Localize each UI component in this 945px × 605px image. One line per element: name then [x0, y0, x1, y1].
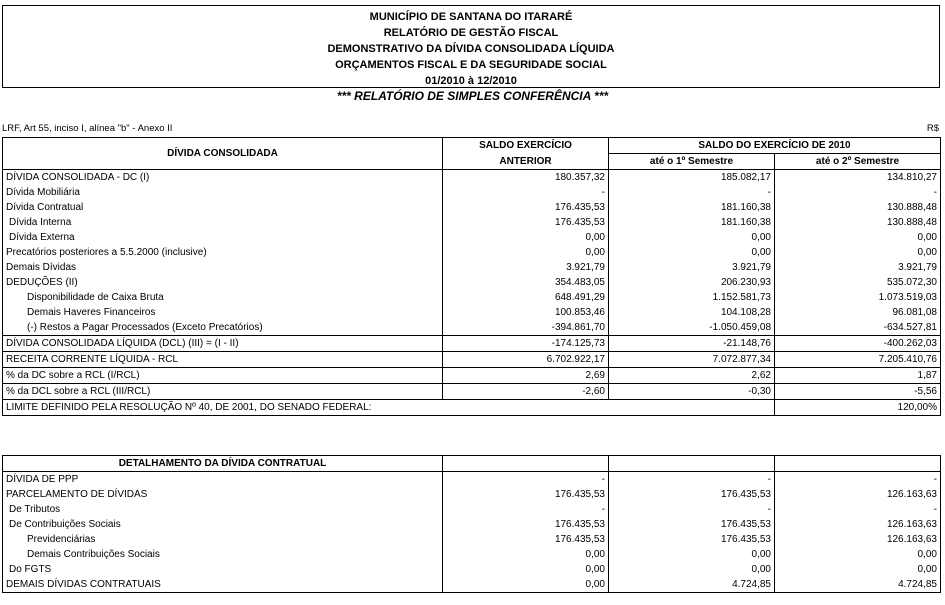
value-previous: -394.861,70 — [443, 320, 609, 336]
column-header-semester2: até o 2º Semestre — [775, 154, 941, 170]
value-semester2: 96.081,08 — [775, 305, 941, 320]
value-semester1: 181.160,38 — [609, 200, 775, 215]
table-row — [3, 170, 941, 186]
value-previous: - — [443, 502, 609, 517]
header-line-budgets: ORÇAMENTOS FISCAL E DA SEGURIDADE SOCIAL — [335, 59, 607, 71]
value-semester1: 1.152.581,73 — [609, 290, 775, 305]
value-previous: -174.125,73 — [443, 336, 609, 352]
value-previous: 180.357,32 — [443, 170, 609, 186]
value-semester1: 176.435,53 — [609, 487, 775, 502]
value-semester2: 126.163,63 — [775, 487, 941, 502]
table-row — [3, 290, 941, 305]
table-row — [3, 532, 941, 547]
value-semester1: - — [609, 502, 775, 517]
value-semester2: 126.163,63 — [775, 517, 941, 532]
value-semester1: 7.072.877,34 — [609, 352, 775, 368]
row-label: DÍVIDA CONSOLIDADA - DC (I) — [3, 170, 443, 186]
table-row — [3, 336, 941, 352]
value-semester2: -5,56 — [775, 384, 941, 400]
value-previous: 0,00 — [443, 577, 609, 593]
value-semester2: 7.205.410,76 — [775, 352, 941, 368]
row-label: PARCELAMENTO DE DÍVIDAS — [3, 487, 443, 502]
row-label: % da DC sobre a RCL (I/RCL) — [3, 368, 443, 384]
value-previous: 0,00 — [443, 562, 609, 577]
table-row — [3, 260, 941, 275]
value-semester2: - — [775, 502, 941, 517]
column-header-previous-line2: ANTERIOR — [443, 154, 609, 170]
row-label: Demais Dívidas — [3, 260, 443, 275]
row-label: DEMAIS DÍVIDAS CONTRATUAIS — [3, 577, 443, 593]
conference-notice: *** RELATÓRIO DE SIMPLES CONFERÊNCIA *** — [336, 89, 609, 103]
value-semester2: 0,00 — [775, 562, 941, 577]
row-label: DÍVIDA CONSOLIDADA LÍQUIDA (DCL) (III) = (I - II) — [3, 336, 443, 352]
value-previous: 176.435,53 — [443, 532, 609, 547]
column-header-semester1: até o 1º Semestre — [609, 154, 775, 170]
value-semester2: 130.888,48 — [775, 215, 941, 230]
header-line-demonstrative: DEMONSTRATIVO DA DÍVIDA CONSOLIDADA LÍQUIDA — [327, 43, 615, 55]
limit-value: 120,00% — [775, 400, 941, 416]
column-header-previous-line1: SALDO EXERCÍCIO — [443, 138, 609, 154]
row-label: % da DCL sobre a RCL (III/RCL) — [3, 384, 443, 400]
value-semester1: 4.724,85 — [609, 577, 775, 593]
value-semester1: -21.148,76 — [609, 336, 775, 352]
value-semester2: 134.810,27 — [775, 170, 941, 186]
value-semester1: 0,00 — [609, 562, 775, 577]
value-semester1: 104.108,28 — [609, 305, 775, 320]
value-semester2: 0,00 — [775, 230, 941, 245]
row-label: Dívida Contratual — [3, 200, 443, 215]
table-row — [3, 384, 941, 400]
value-previous: 0,00 — [443, 547, 609, 562]
value-previous: 176.435,53 — [443, 517, 609, 532]
value-semester1: 0,00 — [609, 245, 775, 260]
value-previous: 176.435,53 — [443, 200, 609, 215]
value-semester1: -0,30 — [609, 384, 775, 400]
row-label: Dívida Interna — [3, 215, 443, 230]
header-line-municipality: MUNICÍPIO DE SANTANA DO ITARARÉ — [369, 11, 573, 23]
table-row — [3, 577, 941, 593]
contractual-debt-table — [2, 455, 941, 593]
row-label: De Contribuições Sociais — [3, 517, 443, 532]
table-row — [3, 320, 941, 336]
value-semester2: 0,00 — [775, 547, 941, 562]
row-label: Demais Haveres Financeiros — [3, 305, 443, 320]
value-semester2: 535.072,30 — [775, 275, 941, 290]
value-semester1: 185.082,17 — [609, 170, 775, 186]
table-row — [3, 502, 941, 517]
value-semester2: 0,00 — [775, 245, 941, 260]
currency-label: R$ — [926, 123, 939, 134]
value-previous: -2,60 — [443, 384, 609, 400]
row-label: DÍVIDA DE PPP — [3, 472, 443, 488]
header-line-report: RELATÓRIO DE GESTÃO FISCAL — [383, 27, 559, 39]
table-row — [3, 275, 941, 290]
value-semester1: 176.435,53 — [609, 517, 775, 532]
table-row — [3, 472, 941, 488]
table-row — [3, 547, 941, 562]
column-header-contractual: DETALHAMENTO DA DÍVIDA CONTRATUAL — [3, 456, 443, 472]
row-label: Precatórios posteriores a 5.5.2000 (inclusive) — [3, 245, 443, 260]
value-semester1: 2,62 — [609, 368, 775, 384]
value-previous: - — [443, 185, 609, 200]
value-semester1: 0,00 — [609, 547, 775, 562]
header-line-period: 01/2010 à 12/2010 — [425, 75, 517, 87]
value-previous: 3.921,79 — [443, 260, 609, 275]
row-label: Demais Contribuições Sociais — [3, 547, 443, 562]
value-semester2: 3.921,79 — [775, 260, 941, 275]
value-semester1: - — [609, 185, 775, 200]
row-label: Disponibilidade de Caixa Bruta — [3, 290, 443, 305]
value-semester2: - — [775, 185, 941, 200]
value-semester1: - — [609, 472, 775, 488]
value-previous: 0,00 — [443, 245, 609, 260]
column-header-debt: DÍVIDA CONSOLIDADA — [3, 138, 443, 170]
table-row — [3, 215, 941, 230]
value-semester1: 0,00 — [609, 230, 775, 245]
table-row — [3, 230, 941, 245]
table-row — [3, 245, 941, 260]
row-label: De Tributos — [3, 502, 443, 517]
value-semester2: 1,87 — [775, 368, 941, 384]
table-row — [3, 185, 941, 200]
row-label: (-) Restos a Pagar Processados (Exceto Precatórios) — [3, 320, 443, 336]
consolidated-debt-table — [2, 137, 941, 416]
value-previous: 2,69 — [443, 368, 609, 384]
value-semester1: 206.230,93 — [609, 275, 775, 290]
row-label: Do FGTS — [3, 562, 443, 577]
report-header — [2, 5, 940, 88]
limit-label: LIMITE DEFINIDO PELA RESOLUÇÃO Nº 40, DE 2001, DO SENADO FEDERAL: — [3, 400, 609, 416]
value-semester2: -400.262,03 — [775, 336, 941, 352]
value-semester2: 1.073.519,03 — [775, 290, 941, 305]
value-previous: 6.702.922,17 — [443, 352, 609, 368]
value-semester1: 181.160,38 — [609, 215, 775, 230]
value-previous: 176.435,53 — [443, 487, 609, 502]
table-row — [3, 487, 941, 502]
table-row — [3, 517, 941, 532]
value-semester2: 126.163,63 — [775, 532, 941, 547]
legal-reference: LRF, Art 55, inciso I, alínea "b" - Anexo II — [2, 123, 173, 134]
value-semester2: 4.724,85 — [775, 577, 941, 593]
row-label: DEDUÇÕES (II) — [3, 275, 443, 290]
value-previous: 354.483,05 — [443, 275, 609, 290]
row-label: Previdenciárias — [3, 532, 443, 547]
row-label: Dívida Externa — [3, 230, 443, 245]
column-header-year-group: SALDO DO EXERCÍCIO DE 2010 — [609, 138, 941, 154]
value-semester1: 3.921,79 — [609, 260, 775, 275]
table-row — [3, 368, 941, 384]
value-semester2: 130.888,48 — [775, 200, 941, 215]
value-semester1: -1.050.459,08 — [609, 320, 775, 336]
value-previous: 0,00 — [443, 230, 609, 245]
row-label: RECEITA CORRENTE LÍQUIDA - RCL — [3, 352, 443, 368]
table-row — [3, 352, 941, 368]
value-semester2: -634.527,81 — [775, 320, 941, 336]
value-semester1: 176.435,53 — [609, 532, 775, 547]
value-semester2: - — [775, 472, 941, 488]
table-row — [3, 200, 941, 215]
value-previous: 100.853,46 — [443, 305, 609, 320]
value-previous: 648.491,29 — [443, 290, 609, 305]
row-label: Dívida Mobiliária — [3, 185, 443, 200]
value-previous: 176.435,53 — [443, 215, 609, 230]
table-row — [3, 305, 941, 320]
table-row — [3, 562, 941, 577]
value-previous: - — [443, 472, 609, 488]
